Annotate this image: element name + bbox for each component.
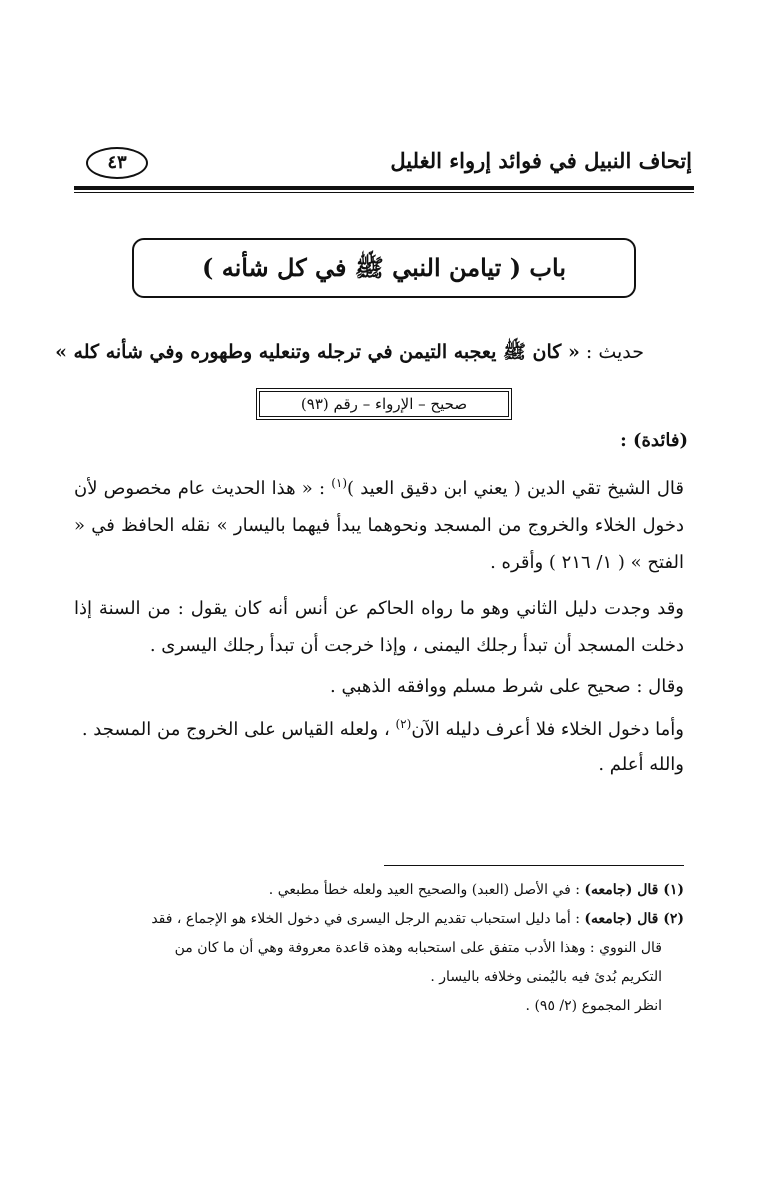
paragraph-4-start: وأما دخول الخلاء فلا أعرف دليله الآن	[411, 719, 684, 740]
footnote-2-marker: (٢) قال (جامعه)	[584, 911, 684, 927]
paragraph-2: وقد وجدت دليل الثاني وهو ما رواه الحاكم عن أنس أنه كان يقول : من السنة إذا دخلت المسجد أن تبدأ رجلك اليمنى ، وإذا خرجت أن تبدأ رجلك اليسرى .	[74, 598, 684, 656]
paragraph-1-end: : « هذا الحديث عام مخصوص لأن دخول الخلاء والخروج من المسجد ونحوهما يبدأ فيهما باليسار » نقله الحافظ في « الفتح » ( ١/ ٢١٦ ) وأقره .	[74, 478, 684, 573]
paragraph-3: وقال : صحيح على شرط مسلم ووافقه الذهبي .	[330, 676, 684, 697]
paragraph-4	[74, 706, 684, 748]
hadith-label: حديث :	[585, 341, 644, 363]
page-header	[72, 146, 692, 186]
footnote-2-text: : أما دليل استحباب تقديم الرجل اليسرى في دخول الخلاء هو الإجماع ، فقد	[151, 911, 585, 927]
paragraph-1	[74, 465, 684, 581]
footnote-1-text: : في الأصل (العبد) والصحيح العيد ولعله خطأ مطبعي .	[268, 882, 585, 898]
paragraph-5: والله أعلم .	[598, 754, 684, 775]
footnote-2-line-3: التكريم بُدئ فيه باليُمنى وخلافه باليسار .	[430, 969, 662, 985]
footnotes	[74, 876, 684, 1021]
hadith-grade: صحيح – الإرواء – رقم (٩٣)	[256, 388, 512, 420]
footnote-1-marker: (١) قال (جامعه)	[584, 882, 684, 898]
paragraph-1-start: قال الشيخ تقي الدين ( يعني ابن دقيق العيد )	[347, 478, 684, 499]
footnote-ref-2: (٢)	[395, 717, 412, 731]
chapter-title: باب ( تيامن النبي ﷺ في كل شأنه )	[132, 238, 636, 298]
footnote-2-line-4: انظر المجموع (٢/ ٩٥) .	[525, 998, 662, 1014]
page-number: ٤٣	[86, 147, 148, 179]
footnote-2	[74, 905, 684, 934]
footnote-2-line-2: قال النووي : وهذا الأدب متفق على استحبابه وهذه قاعدة معروفة وهي أن ما كان من	[174, 940, 662, 956]
book-title: إتحاف النبيل في فوائد إرواء الغليل	[390, 148, 692, 173]
header-rule-thick	[74, 186, 694, 190]
footnote-separator	[384, 865, 684, 866]
hadith-text: « كان ﷺ يعجبه التيمن في ترجله وتنعليه وطهوره وفي شأنه كله »	[55, 341, 580, 363]
header-rule-thin	[74, 192, 694, 193]
footnote-1	[74, 876, 684, 905]
faida-label: (فائدة) :	[620, 430, 688, 451]
footnote-ref-1: (١)	[331, 476, 348, 490]
hadith-line	[55, 340, 644, 368]
paragraph-4-end: ، ولعله القياس على الخروج من المسجد .	[81, 719, 396, 740]
